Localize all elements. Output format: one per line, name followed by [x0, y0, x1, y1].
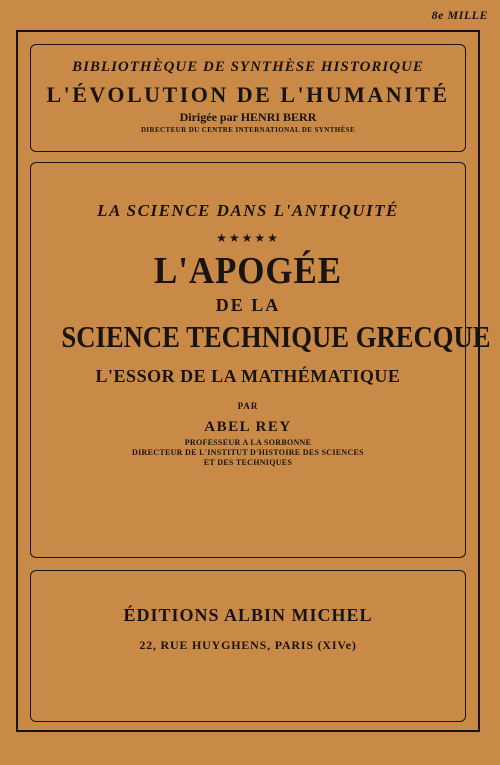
author-role-1: PROFESSEUR A LA SORBONNE	[184, 438, 312, 447]
author-role-2: DIRECTEUR DE L'INSTITUT D'HISTOIRE DES SCIENCES	[132, 448, 364, 457]
collection-director: Dirigée par HENRI BERR	[179, 110, 317, 124]
author-role-3: ET DES TECHNIQUES	[203, 458, 293, 467]
by-label: PAR	[237, 401, 259, 411]
book-subject: LA SCIENCE DANS L'ANTIQUITÉ	[97, 201, 399, 220]
director-role: DIRECTEUR DU CENTRE INTERNATIONAL DE SYNTHÈSE	[140, 126, 356, 134]
book-title-line3: SCIENCE TECHNIQUE GRECQUE	[61, 319, 491, 354]
publisher-name: ÉDITIONS ALBIN MICHEL	[123, 605, 373, 625]
volume-stars: ★★★★★	[216, 231, 280, 245]
cover-frame	[16, 30, 491, 732]
publisher-panel	[30, 570, 466, 722]
book-title-line1: L'APOGÉE	[153, 250, 343, 292]
edition-label: 8e MILLE	[431, 8, 488, 22]
series-title: BIBLIOTHÈQUE DE SYNTHÈSE HISTORIQUE	[72, 59, 424, 75]
title-panel	[30, 162, 491, 558]
collection-panel	[30, 44, 466, 152]
collection-title: L'ÉVOLUTION DE L'HUMANITÉ	[46, 82, 450, 107]
publisher-address: 22, RUE HUYGHENS, PARIS (XIVe)	[139, 638, 357, 652]
author-name: ABEL REY	[204, 419, 292, 435]
book-subtitle: L'ESSOR DE LA MATHÉMATIQUE	[95, 366, 401, 386]
book-title-line2: DE LA	[215, 295, 281, 315]
